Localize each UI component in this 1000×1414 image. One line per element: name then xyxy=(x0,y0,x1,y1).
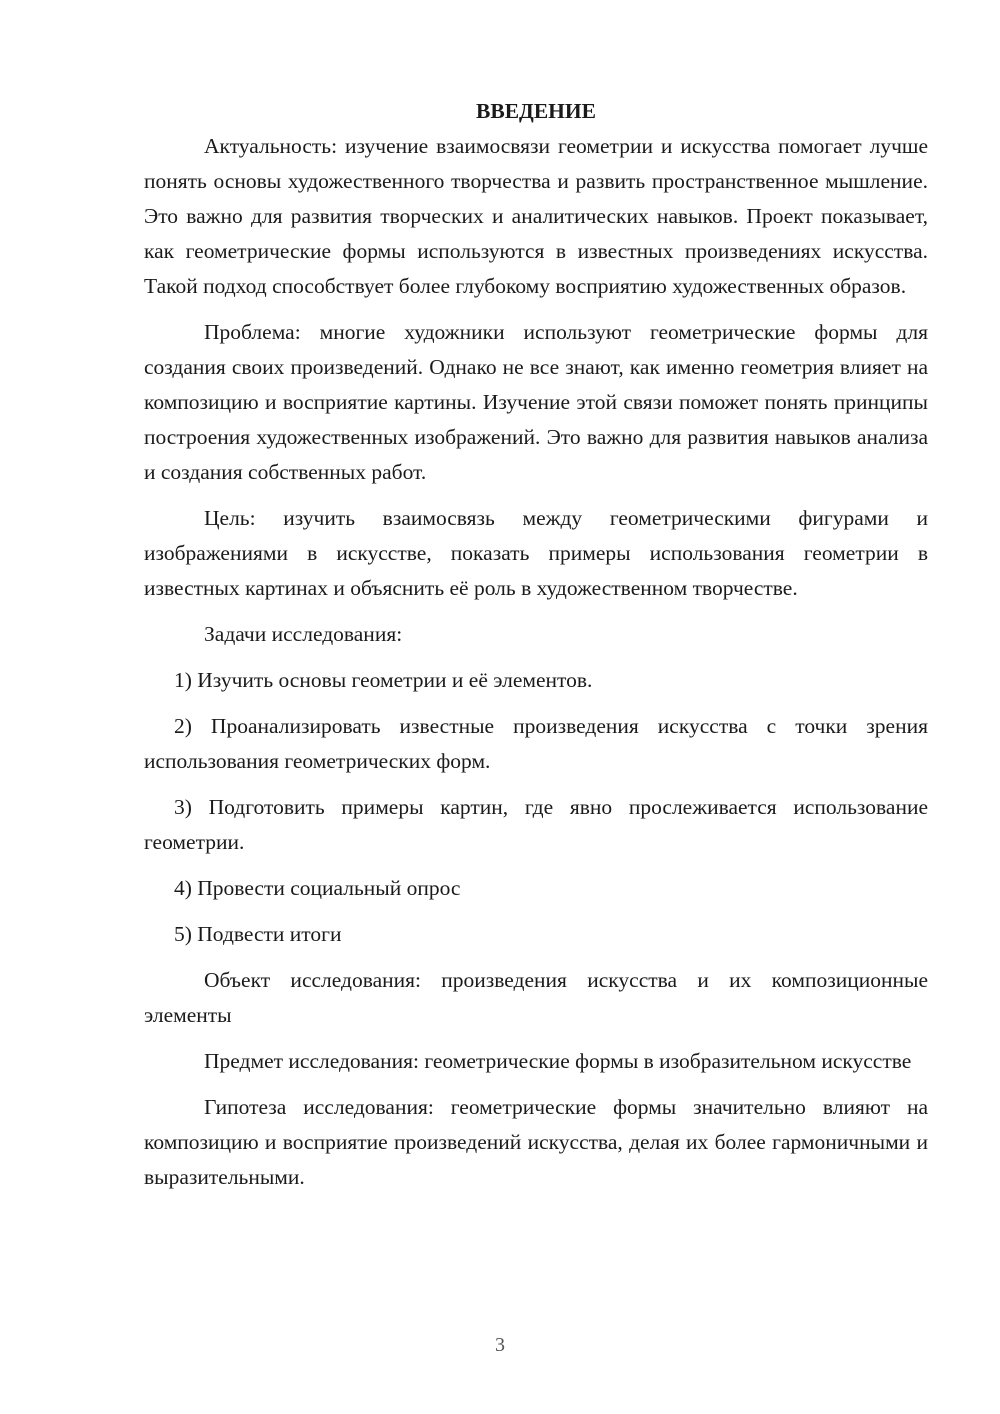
document-page xyxy=(144,94,928,1195)
paragraph-object: Объект исследования: произведения искусства и их композиционные элементы xyxy=(144,968,928,1027)
section-heading: ВВЕДЕНИЕ xyxy=(476,99,596,123)
task-item-5: 5) Подвести итоги xyxy=(174,922,342,946)
task-item-3: 3) Подготовить примеры картин, где явно прослеживается использование геометрии. xyxy=(144,795,928,854)
paragraph-hypothesis: Гипотеза исследования: геометрические формы значительно влияют на композицию и восприятие произведений искусства, делая их более гармоничными и выразительными. xyxy=(144,1095,928,1189)
paragraph-problem: Проблема: многие художники используют геометрические формы для создания своих произведений. Однако не все знают, как именно геометрия влияет на композицию и восприятие картины. Изучение этой связи поможет понять принципы построения художественных изображений. Это важно для развития навыков анализа и создания собственных работ. xyxy=(144,320,928,484)
paragraph-subject: Предмет исследования: геометрические формы в изобразительном искусстве xyxy=(204,1049,912,1073)
paragraph-goal: Цель: изучить взаимосвязь между геометрическими фигурами и изображениями в искусстве, показать примеры использования геометрии в известных картинах и объяснить её роль в художественном творчестве. xyxy=(144,506,928,600)
paragraph-tasks-title: Задачи исследования: xyxy=(204,622,403,646)
task-item-1: 1) Изучить основы геометрии и её элементов. xyxy=(174,668,593,692)
task-item-4: 4) Провести социальный опрос xyxy=(174,876,461,900)
page-number: 3 xyxy=(495,1334,505,1356)
task-item-2: 2) Проанализировать известные произведения искусства с точки зрения использования геометрических форм. xyxy=(144,714,928,773)
paragraph-relevance: Актуальность: изучение взаимосвязи геометрии и искусства помогает лучше понять основы художественного творчества и развить пространственное мышление. Это важно для развития творческих и аналитических навыков. Проект показывает, как геометрические формы используются в известных произведениях искусства. Такой подход способствует более глубокому восприятию художественных образов. xyxy=(144,134,928,298)
